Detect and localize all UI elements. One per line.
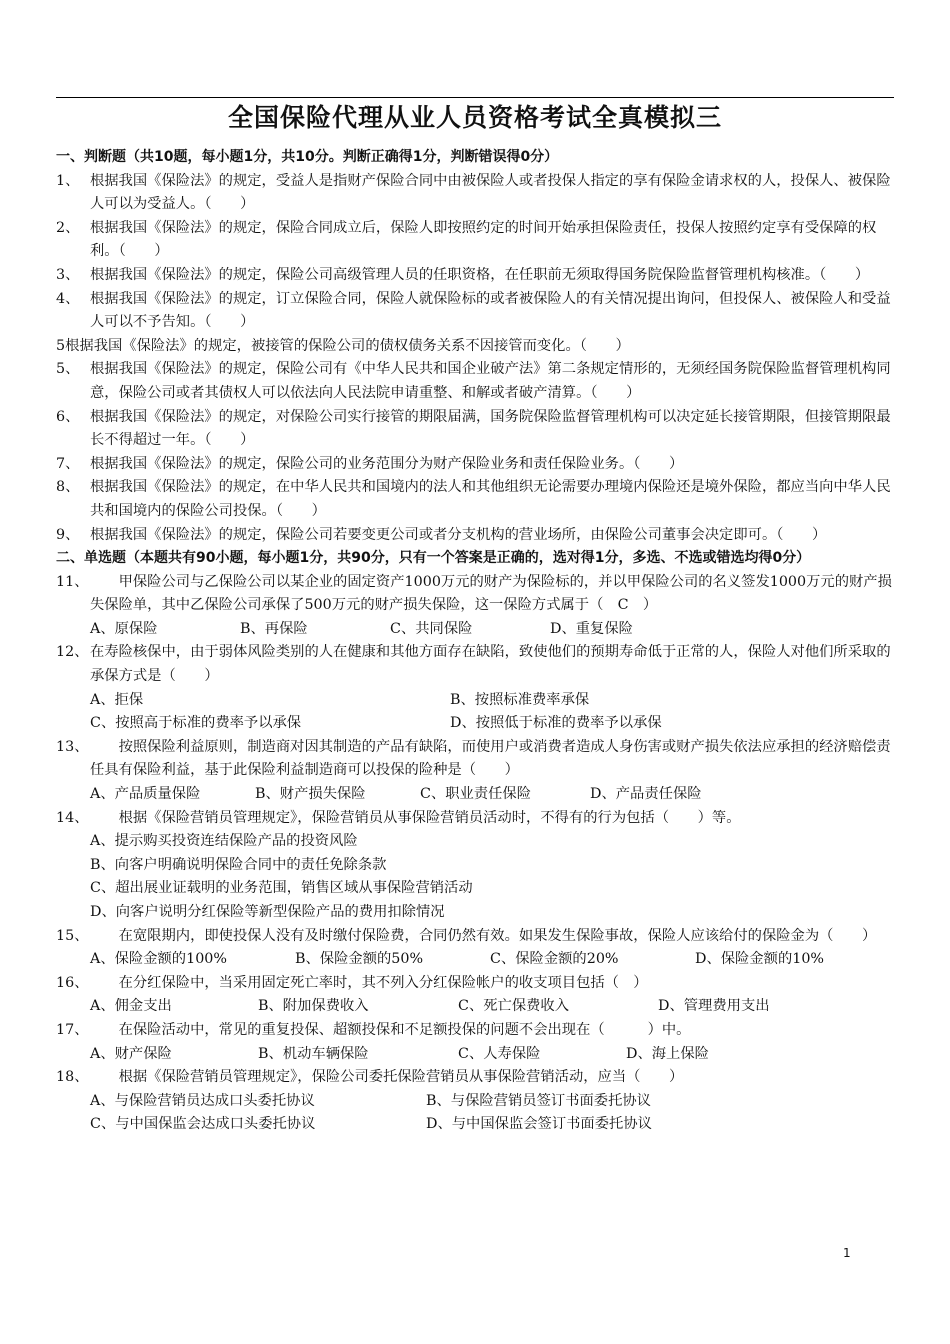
section-heading-single-choice: 二、单选题（本题共有90小题，每小题1分，共90分，只有一个答案是正确的，选对得1分，多选、不选或错选均得0分） [56,550,811,567]
option-b: B、机动车辆保险 [258,1045,369,1062]
options-row [56,783,896,807]
option-a: A、产品质量保险 [90,786,201,803]
options-row [56,1090,896,1114]
question-item [56,453,896,477]
option-b: B、再保险 [240,620,308,637]
option-d: D、与中国保监会签订书面委托协议 [426,1116,652,1133]
question-text: 根据《保险营销员管理规定》，保险营销员从事保险营销员活动时，不得有的行为包括（ ）等。 [90,809,741,826]
option-c: C、死亡保费收入 [458,998,570,1015]
question-number: 16、 [56,974,89,991]
question-number: 8、 [56,479,80,496]
question-text: 在保险活动中，常见的重复投保、超额投保和不足额投保的问题不会出现在（ ）中。 [90,1021,691,1038]
header-rule [56,97,894,98]
question-item [56,736,896,783]
option-c: C、保险金额的20% [490,951,619,968]
question-item [56,1019,896,1043]
options-row [56,1113,896,1137]
option-a: A、与保险营销员达成口头委托协议 [90,1092,315,1109]
option-a: A、原保险 [90,620,158,637]
option-d: D、管理费用支出 [658,998,770,1015]
option-d: D、海上保险 [626,1045,709,1062]
question-item [56,476,896,523]
question-number: 14、 [56,809,89,826]
options-row [56,948,896,972]
option-d: D、产品责任保险 [590,786,702,803]
option-d: D、向客户说明分红保险等新型保险产品的费用扣除情况 [90,904,445,920]
option-a: A、财产保险 [90,1045,172,1062]
option-c: C、职业责任保险 [420,786,532,803]
question-text: 在分红保险中，当采用固定死亡率时，其不列入分红保险帐户的收支项目包括（ ） [90,974,648,991]
option-d: D、重复保险 [550,620,633,637]
option-b: B、财产损失保险 [255,786,366,803]
question-text: 根据我国《保险法》的规定，受益人是指财产保险合同中由被保险人或者投保人指定的享有保险金请求权的人，投保人、被保险人可以为受益人。（ ） [90,172,891,213]
question-item [56,170,896,217]
question-number: 13、 [56,738,89,755]
question-text: 根据我国《保险法》的规定，保险合同成立后，保险人即按照约定的时间开始承担保险责任，投保人按照约定享有受保障的权利。（ ） [90,219,877,260]
question-item-unnumbered: 5根据我国《保险法》的规定，被接管的保险公司的债权债务关系不因接管而变化。（ ） [56,337,630,354]
question-number: 5、 [56,361,80,378]
question-text: 根据我国《保险法》的规定，保险公司高级管理人员的任职资格，在任职前无须取得国务院保险监督管理机构核准。（ ） [90,266,870,283]
question-text: 在宽限期内，即使投保人没有及时缴付保险费，合同仍然有效。如果发生保险事故，保险人应该给付的保险金为（ ） [90,927,877,944]
option-c: C、超出展业证载明的业务范围，销售区域从事保险营销活动 [90,880,473,897]
question-number: 17、 [56,1021,89,1038]
question-item [56,524,896,548]
option-b: B、按照标准费率承保 [450,691,590,708]
question-text: 按照保险利益原则，制造商对因其制造的产品有缺陷，而使用户或消费者造成人身伤害或财产损失依法应承担的经济赔偿责任具有保险利益，基于此保险利益制造商可以投保的险种是（ ） [90,738,891,779]
question-number: 1、 [56,172,80,189]
question-number: 2、 [56,219,80,236]
question-number: 6、 [56,408,80,425]
section-heading-judgement: 一、判断题（共10题，每小题1分，共10分。判断正确得1分，判断错误得0分） [56,149,559,165]
question-number: 9、 [56,526,80,543]
question-text: 根据我国《保险法》的规定，保险公司有《中华人民共和国企业破产法》第二条规定情形的，无须经国务院保险监督管理机构同意，保险公司或者其债权人可以依法向人民法院申请重整、和解或者破产清算。（ ） [90,361,891,401]
question-number: 15、 [56,927,89,944]
question-item [56,641,896,688]
option-c: C、与中国保监会达成口头委托协议 [90,1116,316,1133]
option-b: B、附加保费收入 [258,998,369,1015]
question-text: 根据我国《保险法》的规定，对保险公司实行接管的期限届满，国务院保险监督管理机构可以决定延长接管期限，但接管期限最长不得超过一年。（ ） [90,408,891,449]
question-item [56,217,896,264]
question-number: 3、 [56,266,80,283]
question-item [56,972,896,996]
question-item [56,288,896,335]
option-c: C、按照高于标准的费率予以承保 [90,715,302,732]
question-text: 在寿险核保中，由于弱体风险类别的人在健康和其他方面存在缺陷，致使他们的预期寿命低于正常的人，保险人对他们所采取的承保方式是（ ） [90,644,891,685]
option-a: A、提示购买投资连结保险产品的投资风险 [90,833,358,850]
option-b: B、向客户明确说明保险合同中的责任免除条款 [90,856,387,873]
question-item [56,1066,896,1090]
option-a: A、拒保 [90,691,144,708]
option-a: A、保险金额的100% [90,951,227,968]
question-item [56,406,896,453]
question-text: 根据我国《保险法》的规定，保险公司的业务范围分为财产保险业务和责任保险业务。（ ） [90,455,684,472]
question-item [56,807,896,831]
question-number: 12、 [56,644,89,661]
page-title: 全国保险代理从业人员资格考试全真模拟三 [227,103,722,132]
question-number: 11、 [56,573,89,590]
question-item [56,264,896,288]
options-row [56,689,896,713]
question-text: 根据《保险营销员管理规定》，保险公司委托保险营销员从事保险营销活动，应当（ ） [90,1069,684,1086]
question-number: 18、 [56,1069,89,1086]
option-c: C、人寿保险 [458,1045,541,1062]
question-number: 7、 [56,455,80,472]
question-text: 甲保险公司与乙保险公司以某企业的固定资产1000万元的财产为保险标的，并以甲保险公司的名义签发1000万元的财产损失保险单，其中乙保险公司承保了500万元的财产损失保险，这一保险方式属于（ C ） [90,573,892,614]
page-number: 1 [843,1246,851,1260]
option-a: A、佣金支出 [90,998,172,1015]
option-d: D、按照低于标准的费率予以承保 [450,715,662,732]
option-b: B、保险金额的50% [295,951,424,968]
options-row [56,1043,896,1067]
exam-content [56,146,896,1137]
question-item [56,925,896,949]
question-number: 4、 [56,290,80,307]
question-item [56,571,896,618]
question-text: 根据我国《保险法》的规定，在中华人民共和国境内的法人和其他组织无论需要办理境内保险还是境外保险，都应当向中华人民共和国境内的保险公司投保。（ ） [90,479,891,519]
question-text: 根据我国《保险法》的规定，订立保险合同，保险人就保险标的或者被保险人的有关情况提出询问，但投保人、被保险人和受益人可以不予告知。（ ） [90,290,891,331]
option-d: D、保险金额的10% [695,951,825,968]
options-row [56,618,896,642]
option-c: C、共同保险 [390,620,473,637]
option-b: B、与保险营销员签订书面委托协议 [426,1092,651,1109]
options-row [56,712,896,736]
options-row [56,995,896,1019]
question-item [56,358,896,405]
question-text: 根据我国《保险法》的规定，保险公司若要变更公司或者分支机构的营业场所，由保险公司董事会决定即可。（ ） [90,526,827,543]
